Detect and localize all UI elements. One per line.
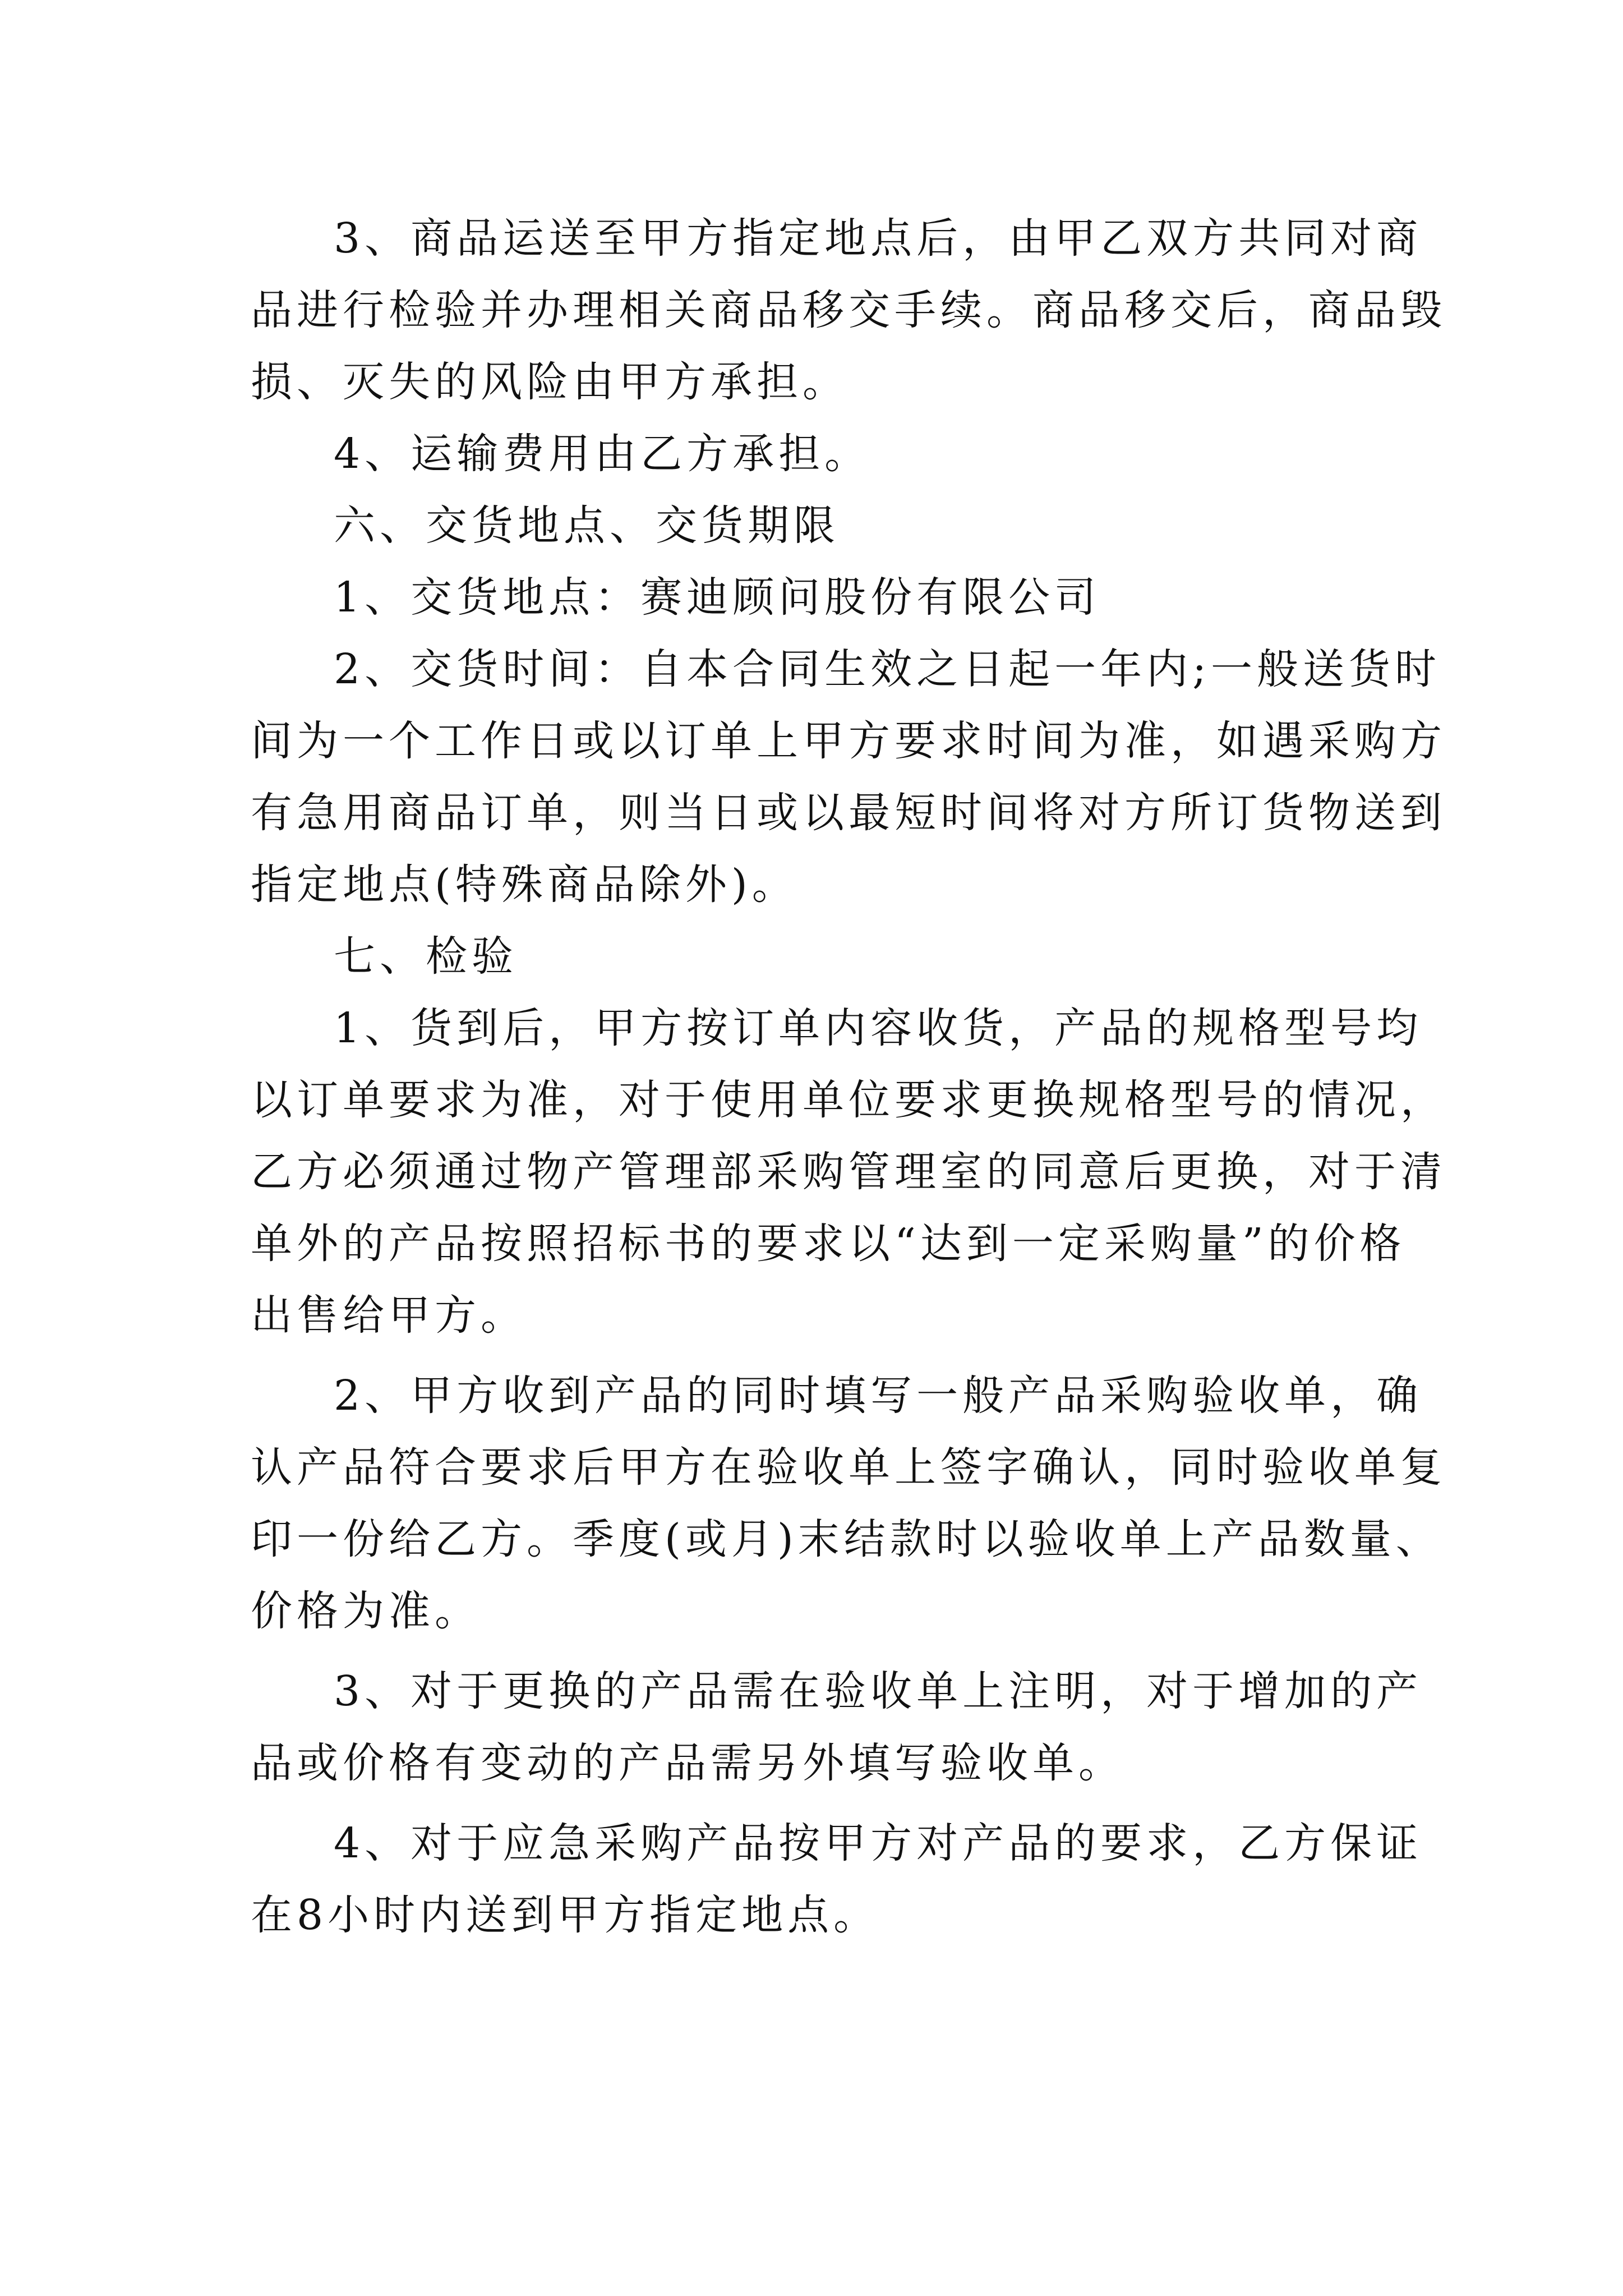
paragraph-line: 在8小时内送到甲方指定地点。 <box>251 1891 880 1939</box>
paragraph-line: 4、对于应急采购产品按甲方对产品的要求，乙方保证 <box>334 1819 1423 1867</box>
paragraph-line: 有急用商品订单，则当日或以最短时间将对方所订货物送到 <box>251 789 1446 837</box>
paragraph-line: 品或价格有变动的产品需另外填写验收单。 <box>251 1739 1124 1787</box>
paragraph-line: 认产品符合要求后甲方在验收单上签字确认，同时验收单复 <box>251 1443 1446 1492</box>
paragraph-line: 1、货到后，甲方按订单内容收货，产品的规格型号均 <box>334 1004 1423 1052</box>
paragraph-line: 价格为准。 <box>251 1587 481 1635</box>
paragraph-line: 1、交货地点：赛迪顾问股份有限公司 <box>334 573 1101 622</box>
paragraph-line: 3、对于更换的产品需在验收单上注明，对于增加的产 <box>334 1667 1423 1715</box>
paragraph-line: 2、交货时间：自本合同生效之日起一年内;一般送货时 <box>334 645 1441 693</box>
paragraph-line: 品进行检验并办理相关商品移交手续。商品移交后，商品毁 <box>251 286 1446 334</box>
paragraph-line: 损、灭失的风险由甲方承担。 <box>251 358 849 406</box>
paragraph-line: 4、运输费用由乙方承担。 <box>334 430 871 478</box>
paragraph-line: 指定地点(特殊商品除外)。 <box>251 861 798 909</box>
paragraph-line: 单外的产品按照招标书的要求以“达到一定采购量”的价格 <box>251 1220 1406 1268</box>
section-heading: 六、交货地点、交货期限 <box>334 501 840 550</box>
section-heading: 七、检验 <box>334 932 518 981</box>
paragraph-line: 以订单要求为准，对于使用单位要求更换规格型号的情况， <box>251 1076 1446 1124</box>
paragraph-line: 出售给甲方。 <box>251 1291 527 1340</box>
paragraph-line: 间为一个工作日或以订单上甲方要求时间为准，如遇采购方 <box>251 717 1446 765</box>
paragraph-line: 3、商品运送至甲方指定地点后，由甲乙双方共同对商 <box>334 214 1423 263</box>
paragraph-line: 2、甲方收到产品的同时填写一般产品采购验收单，确 <box>334 1372 1423 1420</box>
paragraph-line: 印一份给乙方。季度(或月)末结款时以验收单上产品数量、 <box>251 1515 1442 1563</box>
paragraph-line: 乙方必须通过物产管理部采购管理室的同意后更换，对于清 <box>251 1148 1446 1196</box>
